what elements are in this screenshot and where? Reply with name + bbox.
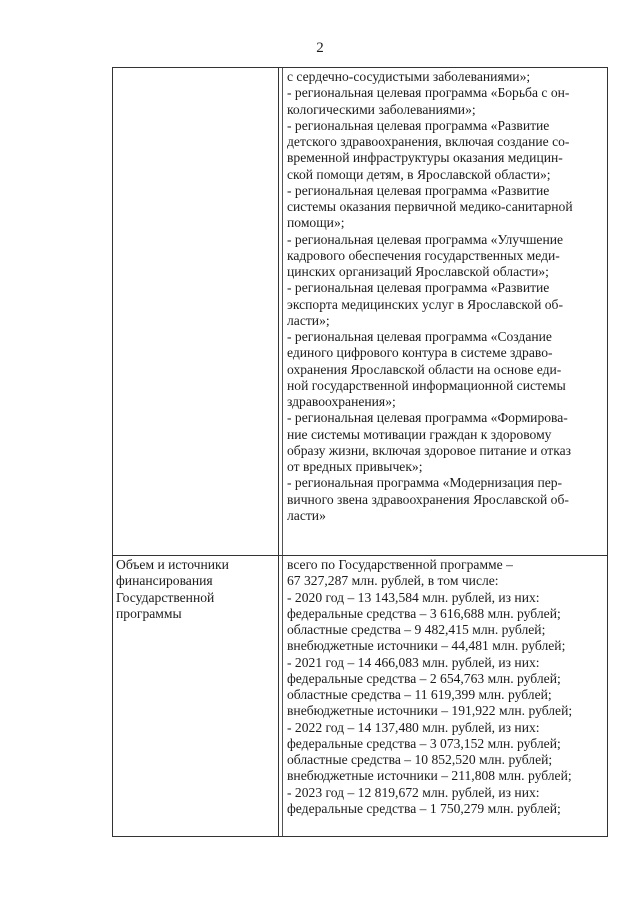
financing-label-line: программы: [116, 605, 182, 621]
program-list-line: охранения Ярославской области на основе еди-: [287, 361, 562, 377]
program-list-line: - региональная целевая программа «Развитие: [287, 280, 550, 296]
financing-detail-line: - 2021 год – 14 466,083 млн. рублей, из них:: [287, 654, 540, 670]
financing-detail-line: внебюджетные источники – 44,481 млн. рублей;: [287, 638, 566, 654]
program-list-line: помощи»;: [287, 215, 345, 231]
program-list-line: - региональная целевая программа «Развитие: [287, 182, 550, 198]
financing-details-cell: [287, 557, 601, 817]
financing-label-line: финансирования: [116, 573, 213, 589]
program-list-line: цинских организаций Ярославской области»;: [287, 264, 549, 279]
program-list-line: ной государственной информационной системы: [287, 377, 566, 393]
program-list-line: детского здравоохранения, включая создание со-: [287, 134, 570, 149]
program-list-line: - региональная целевая программа «Формирова-: [287, 410, 568, 426]
financing-detail-line: федеральные средства – 3 616,688 млн. рублей;: [287, 605, 561, 621]
financing-detail-line: областные средства – 11 619,399 млн. рублей;: [287, 687, 552, 702]
column-divider-inner: [282, 68, 283, 836]
program-list-line: с сердечно-сосудистыми заболеваниями»;: [287, 69, 531, 84]
program-list-line: экспорта медицинских услуг в Ярославской об-: [287, 296, 563, 312]
program-list-line: ние системы мотивации граждан к здоровому: [287, 426, 552, 442]
financing-detail-line: всего по Государственной программе –: [287, 557, 513, 572]
program-passport-table: [112, 67, 608, 837]
program-list-line: ласти»: [287, 507, 326, 523]
programs-list-cell: [287, 69, 601, 524]
financing-detail-line: 67 327,287 млн. рублей, в том числе:: [287, 573, 499, 589]
program-list-line: кадрового обеспечения государственных меди-: [287, 247, 560, 263]
program-list-line: образу жизни, включая здоровое питание и отказ: [287, 442, 572, 458]
program-list-line: кологическими заболеваниями»;: [287, 101, 476, 117]
financing-detail-line: федеральные средства – 1 750,279 млн. рублей;: [287, 800, 561, 816]
program-list-line: - региональная программа «Модернизация пер-: [287, 475, 563, 491]
financing-detail-line: федеральные средства – 3 073,152 млн. рублей;: [287, 735, 561, 751]
column-divider: [278, 68, 279, 836]
program-list-line: ской помощи детям, в Ярославской области»;: [287, 166, 551, 182]
financing-detail-line: - 2023 год – 12 819,672 млн. рублей, из них:: [287, 784, 540, 800]
program-list-line: системы оказания первичной медико-санитарной: [287, 199, 573, 214]
program-list-line: вичного звена здравоохранения Ярославской об-: [287, 491, 569, 507]
program-list-line: временной инфраструктуры оказания медицин-: [287, 150, 563, 166]
program-list-line: единого цифрового контура в системе здраво-: [287, 345, 553, 361]
financing-detail-line: федеральные средства – 2 654,763 млн. рублей;: [287, 670, 561, 686]
program-list-line: - региональная целевая программа «Создание: [287, 329, 552, 344]
page-number: 2: [316, 40, 324, 56]
financing-detail-line: - 2022 год – 14 137,480 млн. рублей, из них:: [287, 719, 540, 735]
program-list-line: - региональная целевая программа «Борьба с он-: [287, 85, 570, 101]
financing-detail-line: областные средства – 9 482,415 млн. рублей;: [287, 622, 546, 637]
program-list-line: ласти»;: [287, 312, 330, 328]
financing-label-cell: [116, 557, 276, 622]
program-list-line: от вредных привычек»;: [287, 459, 423, 474]
financing-label-line: Объем и источники: [116, 557, 229, 572]
row-divider: [113, 555, 607, 556]
financing-detail-line: - 2020 год – 13 143,584 млн. рублей, из них:: [287, 589, 540, 605]
financing-detail-line: внебюджетные источники – 211,808 млн. рублей;: [287, 768, 572, 784]
program-list-line: - региональная целевая программа «Развитие: [287, 117, 550, 133]
financing-detail-line: внебюджетные источники – 191,922 млн. рублей;: [287, 703, 573, 719]
financing-detail-line: областные средства – 10 852,520 млн. рублей;: [287, 752, 553, 767]
program-list-line: здравоохранения»;: [287, 394, 396, 409]
program-list-line: - региональная целевая программа «Улучшение: [287, 231, 564, 247]
financing-label-line: Государственной: [116, 589, 215, 605]
